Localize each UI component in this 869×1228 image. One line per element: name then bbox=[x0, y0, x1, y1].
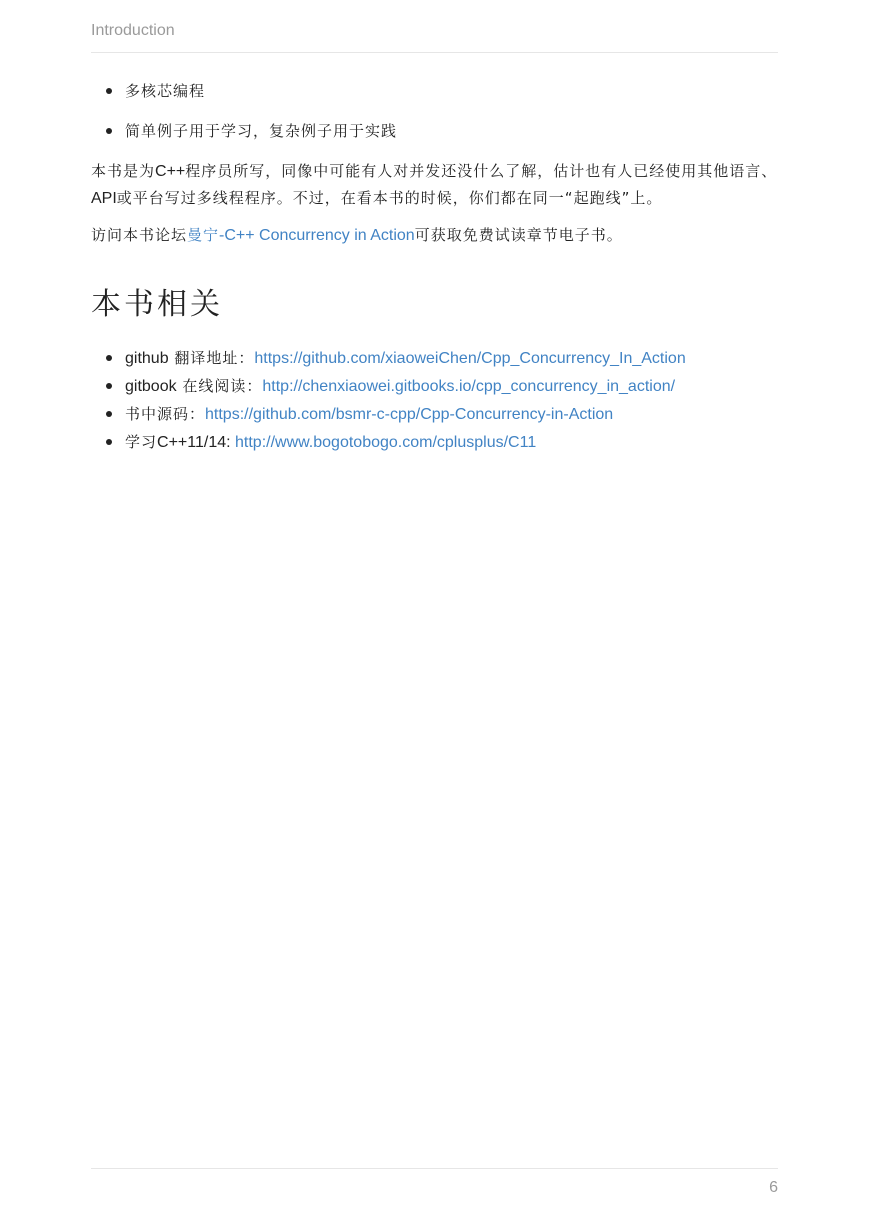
resource-link-list bbox=[91, 345, 778, 456]
forum-link[interactable] bbox=[187, 226, 415, 244]
link-label-latin: github bbox=[125, 350, 169, 367]
feature-text: 多核芯编程 bbox=[125, 82, 206, 100]
source-code-link[interactable]: https://github.com/bsmr-c-cpp/Cpp-Concurrency-in-Action bbox=[205, 406, 614, 423]
page-header bbox=[91, 20, 778, 53]
link-label-latin: gitbook bbox=[125, 378, 177, 395]
section-title: 本书相关 bbox=[91, 287, 223, 322]
intro-cpp: C++ bbox=[155, 163, 186, 180]
bullet-icon bbox=[106, 88, 112, 94]
intro-paragraph bbox=[91, 158, 778, 212]
header-title: Introduction bbox=[91, 22, 175, 39]
cpp11-learning-link[interactable]: http://www.bogotobogo.com/cplusplus/C11 bbox=[235, 434, 537, 451]
forum-suffix: 可获取免费试读章节电子书。 bbox=[414, 226, 623, 244]
list-item bbox=[91, 118, 778, 144]
page-number: 6 bbox=[769, 1179, 778, 1196]
forum-prefix: 访问本书论坛 bbox=[91, 226, 188, 244]
bullet-icon bbox=[106, 439, 112, 445]
intro-text-2: 程序员所写，同像中可能有人对并发还没什么了解，估计也有人已经使用其他语言、 bbox=[185, 162, 778, 180]
bullet-icon bbox=[106, 383, 112, 389]
bullet-icon bbox=[106, 411, 112, 417]
feature-list bbox=[91, 78, 778, 144]
list-item bbox=[91, 401, 778, 428]
list-item bbox=[91, 373, 778, 400]
github-translation-link[interactable]: https://github.com/xiaoweiChen/Cpp_Concurrency_In_Action bbox=[254, 350, 686, 367]
bullet-icon bbox=[106, 128, 112, 134]
page-footer bbox=[91, 1168, 778, 1196]
feature-text: 简单例子用于学习，复杂例子用于实践 bbox=[125, 122, 398, 140]
intro-text-3: 或平台写过多线程程序。不过，在看本书的时候，你们都在同一“起跑线”上。 bbox=[116, 189, 663, 207]
gitbook-reading-link[interactable]: http://chenxiaowei.gitbooks.io/cpp_concurrency_in_action/ bbox=[262, 378, 676, 395]
bullet-icon bbox=[106, 355, 112, 361]
list-item bbox=[91, 429, 778, 456]
forum-paragraph bbox=[91, 222, 778, 249]
link-label-latin: C++11/14: bbox=[157, 434, 235, 451]
link-label-cjk: 翻译地址： bbox=[168, 349, 255, 367]
intro-text-1: 本书是为 bbox=[91, 162, 156, 180]
forum-link-latin: -C++ Concurrency in Action bbox=[219, 227, 415, 244]
list-item bbox=[91, 78, 778, 104]
intro-api: API bbox=[91, 190, 117, 207]
page-content bbox=[91, 78, 778, 457]
link-label-cjk: 书中源码： bbox=[125, 405, 206, 423]
link-label-cjk: 学习 bbox=[125, 433, 158, 451]
list-item bbox=[91, 345, 778, 372]
forum-link-cjk: 曼宁 bbox=[187, 226, 220, 244]
link-label-cjk: 在线阅读： bbox=[176, 377, 263, 395]
